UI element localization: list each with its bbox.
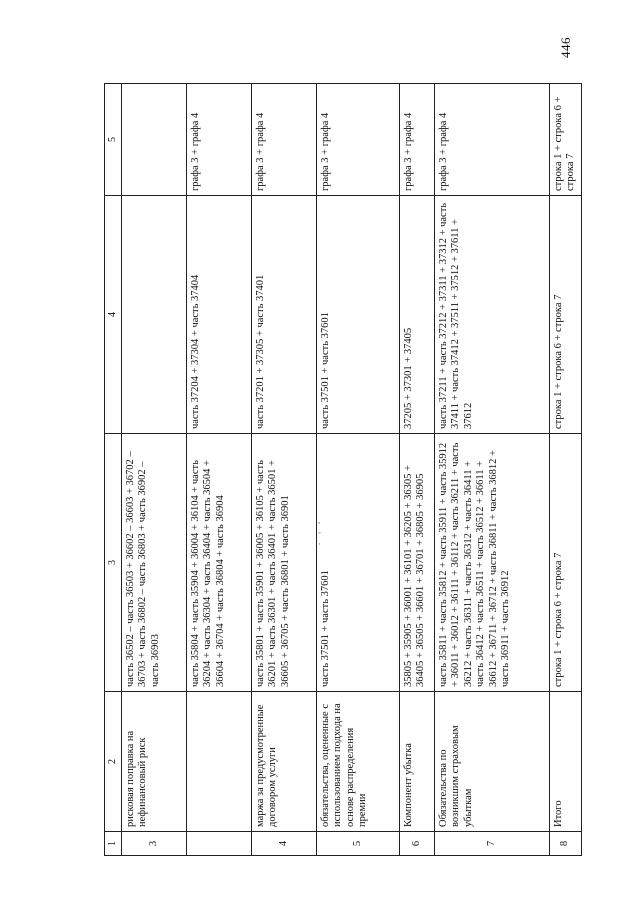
page-number: 446 [558,37,573,58]
cell-col4 [122,196,187,434]
cell-col4: строка 1 + строка 6 + строка 7 [550,196,582,434]
cell-col5: графа 3 + графа 4 [435,84,550,196]
table-row [122,84,187,856]
cell-col3: часть 36502 – часть 36503 + 36602 – 36603 + 36702 – 36703 + часть 36802 – часть 36803 + часть 36902 – часть 36903 [122,434,187,692]
cell-col3: 35805 + 35905 + 36001 + 36101 + 36205 + 36305 + 36405 + 36505 + 36601 + 36701 + 36805 + 36905 [400,434,435,692]
cell-col5: графа 3 + графа 4 [187,84,252,196]
row-number: 7 [435,832,550,856]
cell-col5 [122,84,187,196]
table-row [400,84,435,856]
row-name: обязательства, оцененные с использованием подхода на основе распределения премии [317,692,400,832]
margin-mark: · [318,539,321,549]
cell-col4: часть 37201 + 37305 + часть 37401 [252,196,317,434]
cell-col5: графа 3 + графа 4 [317,84,400,196]
cell-col3: часть 35811 + часть 35812 + часть 35911 + часть 35912 + 36011 + 36012 + 36111 + 36112 + часть 36211 + часть 36212 + часть 36311 + часть 36312 + часть 36411 + часть 36412 + часть 36511 + часть 36512 + 36611 + 36612 + 36711 + 36712 + часть 36811 + часть 36812 + часть 36911 + часть 36912 [435,434,550,692]
row-name: Компонент убытка [400,692,435,832]
table-row [317,84,400,856]
row-number: 5 [317,832,400,856]
table-row [435,84,550,856]
rotated-table-block [104,84,577,856]
column-header: 5 [105,84,122,196]
cell-col4: 37205 + 37301 + 37405 [400,196,435,434]
row-name [187,692,252,832]
margin-mark: , [318,515,321,525]
column-header: 2 [105,692,122,832]
row-name: Итого [550,692,582,832]
row-number: 4 [252,832,317,856]
cell-col5: графа 3 + графа 4 [400,84,435,196]
row-name: рисковая поправка на нефинансовый риск [122,692,187,832]
cell-col3: часть 35804 + часть 35904 + 36004 + 36104 + часть 36204 + часть 36304 + часть 36404 + часть 36504 + 36604 + 36704 + часть 36804 + часть 36904 [187,434,252,692]
table-header-row [105,84,122,856]
cell-col4: часть 37211 + часть 37212 + 37311 + 37312 + часть 37411 + часть 37412 + 37511 + 37512 + 37611 + 37612 [435,196,550,434]
cell-col3: часть 37501 + часть 37601 [317,434,400,692]
cell-col5: строка 1 + строка 6 + строка 7 [550,84,582,196]
table-row [550,84,582,856]
cell-col3: часть 35801 + часть 35901 + 36005 + 36105 + часть 36201 + часть 36301 + часть 36401 + часть 36501 + 36605 + 36705 + часть 36801 + часть 36901 [252,434,317,692]
row-name: маржа за предусмотренные договором услуги [252,692,317,832]
row-number [187,832,252,856]
column-header: 3 [105,434,122,692]
row-number: 6 [400,832,435,856]
accounting-table [104,83,582,856]
table-row [187,84,252,856]
cell-col4: часть 37204 + 37304 + часть 37404 [187,196,252,434]
cell-col4: часть 37501 + часть 37601 [317,196,400,434]
cell-col5: графа 3 + графа 4 [252,84,317,196]
table-row [252,84,317,856]
row-number: 3 [122,832,187,856]
cell-col3: строка 1 + строка 6 + строка 7 [550,434,582,692]
column-header: 1 [105,832,122,856]
row-number: 8 [550,832,582,856]
row-name: Обязательства по возникшим страховым убыткам [435,692,550,832]
margin-mark: - [318,527,321,537]
column-header: 4 [105,196,122,434]
